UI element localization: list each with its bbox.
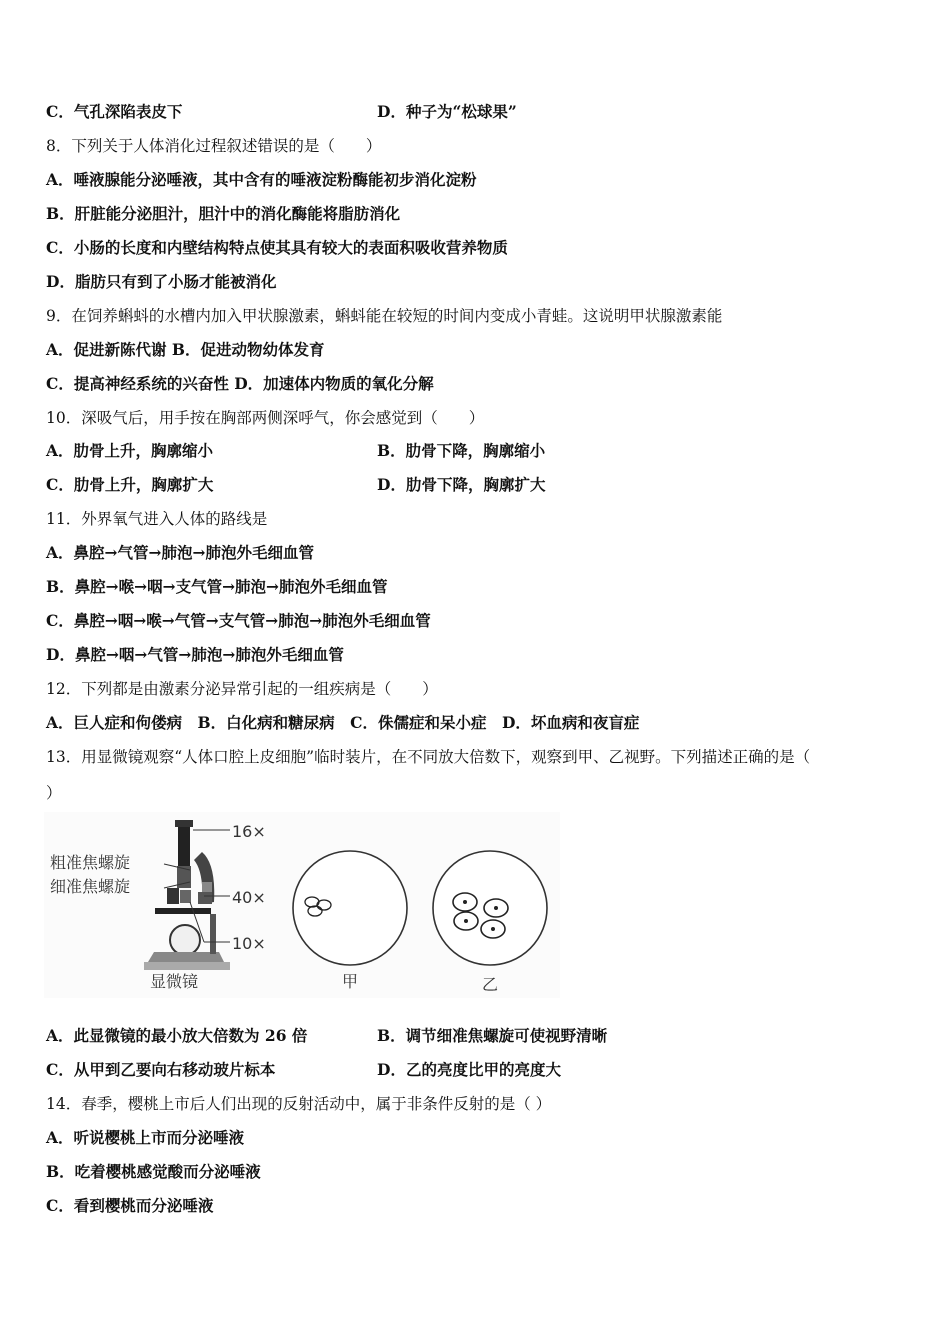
q7-option-c: C．气孔深陷表皮下 xyxy=(46,102,183,121)
q10-stem: 10．深吸气后，用手按在胸部两侧深呼气，你会感觉到（ ） xyxy=(46,409,485,427)
q8-option-c: C．小肠的长度和内壁结构特点使其具有较大的表面积吸收营养物质 xyxy=(46,238,508,257)
q14-option-b: B．吃着樱桃感觉酸而分泌唾液 xyxy=(46,1162,261,1181)
q11-option-c: C．鼻腔→咽→喉→气管→支气管→肺泡→肺泡外毛细血管 xyxy=(46,611,431,630)
q10-option-b: B．肋骨下降，胸廓缩小 xyxy=(377,441,546,460)
microscope-illustration xyxy=(144,820,230,970)
q13-option-c: C．从甲到乙要向右移动玻片标本 xyxy=(46,1060,276,1079)
q14-stem: 14．春季，樱桃上市后人们出现的反射活动中，属于非条件反射的是（ ） xyxy=(46,1095,552,1113)
q9-stem: 9．在饲养蝌蚪的水槽内加入甲状腺激素，蝌蚪能在较短的时间内变成小青蛙。这说明甲状腺激素能 xyxy=(46,307,723,325)
microscope-caption: 显微镜 xyxy=(150,972,199,991)
fine-focus-label: 细准焦螺旋 xyxy=(50,877,131,896)
q13-option-a: A．此显微镜的最小放大倍数为 26 倍 xyxy=(46,1026,308,1045)
q11-stem: 11．外界氧气进入人体的路线是 xyxy=(46,510,268,528)
q12-options: A．巨人症和佝偻病 B．白化病和糖尿病 C．侏儒症和呆小症 D．坏血病和夜盲症 xyxy=(46,713,640,732)
q10-option-c: C．肋骨上升，胸廓扩大 xyxy=(46,475,214,494)
q13-stem-end: ） xyxy=(46,784,62,802)
view-jia xyxy=(293,851,407,965)
q13-option-b: B．调节细准焦螺旋可使视野清晰 xyxy=(377,1026,608,1045)
q8-option-d: D．脂肪只有到了小肠才能被消化 xyxy=(46,272,277,291)
microscope-figure xyxy=(44,812,560,998)
q11-option-d: D．鼻腔→咽→气管→肺泡→肺泡外毛细血管 xyxy=(46,645,344,664)
objective-low-label: 10× xyxy=(232,934,266,953)
coarse-focus-label: 粗准焦螺旋 xyxy=(50,853,131,872)
objective-high-label: 40× xyxy=(232,888,266,907)
q10-option-d: D．肋骨下降，胸廓扩大 xyxy=(377,475,546,494)
q12-stem: 12．下列都是由激素分泌异常引起的一组疾病是（ ） xyxy=(46,680,438,698)
q13-stem: 13．用显微镜观察“人体口腔上皮细胞”临时装片，在不同放大倍数下，观察到甲、乙视野。下列描述正确的是（ xyxy=(46,748,811,766)
q9-options-cd: C．提高神经系统的兴奋性 D．加速体内物质的氧化分解 xyxy=(46,374,434,393)
view-yi-caption: 乙 xyxy=(482,975,499,994)
q8-option-b: B．肝脏能分泌胆汁，胆汁中的消化酶能将脂肪消化 xyxy=(46,204,401,223)
q8-option-a: A．唾液腺能分泌唾液，其中含有的唾液淀粉酶能初步消化淀粉 xyxy=(46,170,477,189)
q9-options-ab: A．促进新陈代谢 B．促进动物幼体发育 xyxy=(46,340,325,359)
q13-option-d: D．乙的亮度比甲的亮度大 xyxy=(377,1060,561,1079)
view-yi xyxy=(433,851,547,965)
q11-option-b: B．鼻腔→喉→咽→支气管→肺泡→肺泡外毛细血管 xyxy=(46,577,388,596)
q7-option-d: D．种子为“松球果” xyxy=(377,102,517,121)
q10-option-a: A．肋骨上升，胸廓缩小 xyxy=(46,441,214,460)
q14-option-a: A．听说樱桃上市而分泌唾液 xyxy=(46,1128,245,1147)
view-jia-caption: 甲 xyxy=(342,972,359,991)
q8-stem: 8．下列关于人体消化过程叙述错误的是（ ） xyxy=(46,137,382,155)
q11-option-a: A．鼻腔→气管→肺泡→肺泡外毛细血管 xyxy=(46,543,314,562)
q14-option-c: C．看到樱桃而分泌唾液 xyxy=(46,1196,214,1215)
eyepiece-label: 16× xyxy=(232,822,266,841)
